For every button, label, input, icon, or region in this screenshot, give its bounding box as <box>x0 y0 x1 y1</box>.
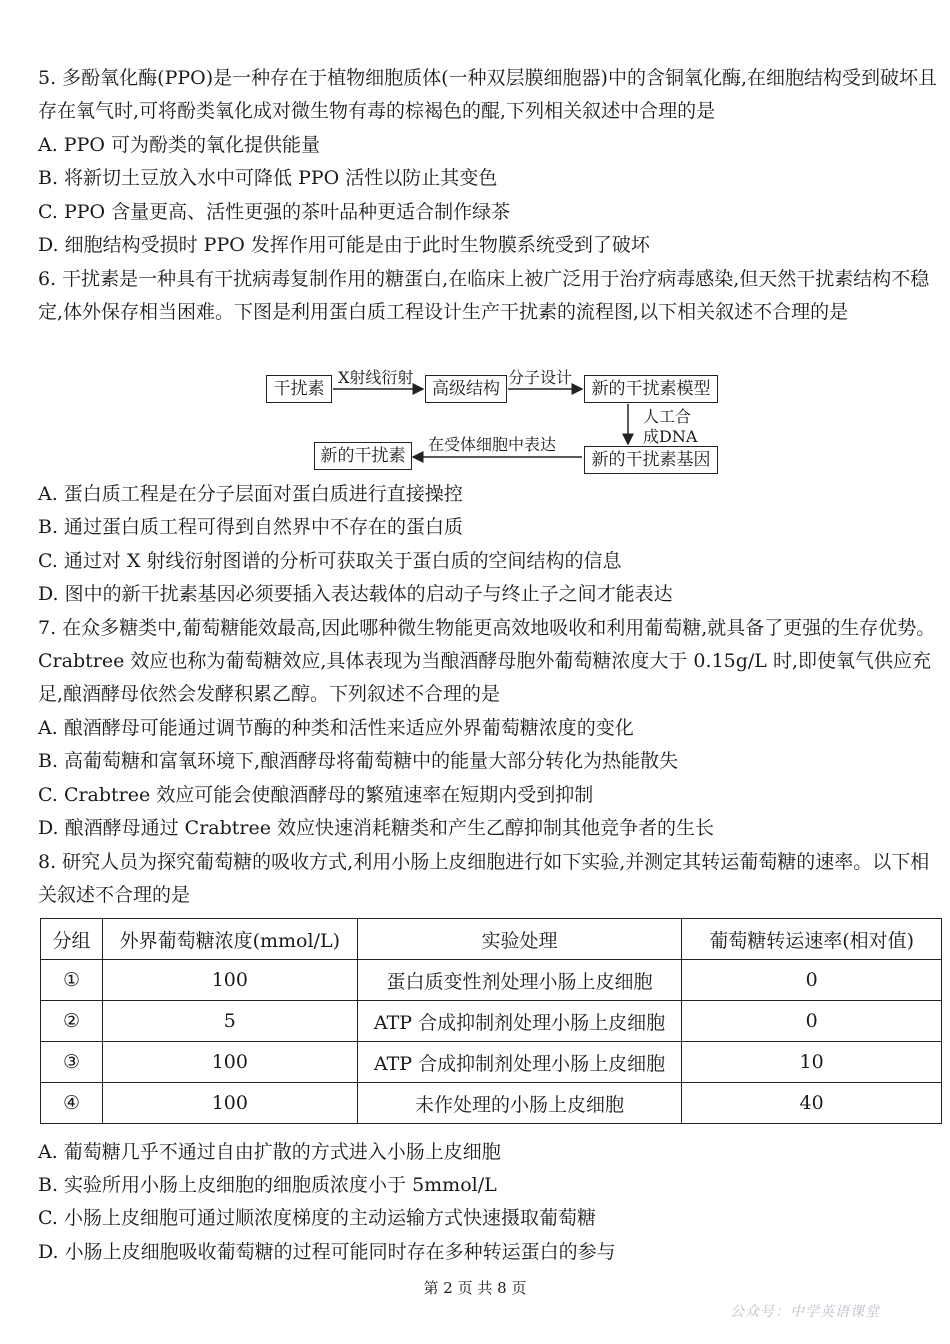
cell-concentration: 100 <box>102 960 357 1001</box>
flow-label-express: 在受体细胞中表达 <box>428 435 557 454</box>
q6-option-d: D. 图中的新干扰素基因必须要插入表达载体的启动子与终止子之间才能表达 <box>38 583 673 605</box>
q6-option-b: B. 通过蛋白质工程可得到自然界中不存在的蛋白质 <box>38 516 464 538</box>
flow-label-xray: X射线衍射 <box>338 368 414 387</box>
q5-option-b: B. 将新切土豆放入水中可降低 PPO 活性以防止其变色 <box>38 167 498 189</box>
cell-rate: 40 <box>682 1083 942 1124</box>
page-footer: 第 2 页 共 8 页 <box>423 1279 527 1297</box>
q7-option-b: B. 高葡萄糖和富氧环境下,酿酒酵母将葡萄糖中的能量大部分转化为热能散失 <box>38 750 679 772</box>
q5-option-a: A. PPO 可为酚类的氧化提供能量 <box>38 134 320 156</box>
table-row <box>41 1083 942 1124</box>
table-row <box>41 960 942 1001</box>
watermark: 公众号：中学英语课堂 <box>730 1304 880 1320</box>
cell-group: ① <box>41 960 103 1001</box>
q8-option-b: B. 实验所用小肠上皮细胞的细胞质浓度小于 5mmol/L <box>38 1174 497 1196</box>
flow-box-gene: 新的干扰素基因 <box>584 446 718 474</box>
flow-box-new-interferon: 新的干扰素 <box>314 442 412 470</box>
header-rate: 葡萄糖转运速率(相对值) <box>682 919 942 960</box>
cell-rate: 10 <box>682 1042 942 1083</box>
cell-rate: 0 <box>682 1001 942 1042</box>
q5-option-c: C. PPO 含量更高、活性更强的茶叶品种更适合制作绿茶 <box>38 201 511 223</box>
q8-option-a: A. 葡萄糖几乎不通过自由扩散的方式进入小肠上皮细胞 <box>38 1141 501 1163</box>
table-row <box>41 1001 942 1042</box>
header-concentration: 外界葡萄糖浓度(mmol/L) <box>102 919 357 960</box>
flow-label-synth-1: 人工合 <box>643 407 692 426</box>
header-group: 分组 <box>41 919 103 960</box>
q6-option-a: A. 蛋白质工程是在分子层面对蛋白质进行直接操控 <box>38 483 463 505</box>
cell-concentration: 100 <box>102 1083 357 1124</box>
flow-box-structure: 高级结构 <box>425 375 507 403</box>
cell-rate: 0 <box>682 960 942 1001</box>
table-header-row <box>41 919 942 960</box>
q7-option-d: D. 酿酒酵母通过 Crabtree 效应快速消耗糖类和产生乙醇抑制其他竞争者的生长 <box>38 817 715 839</box>
q8-option-d: D. 小肠上皮细胞吸收葡萄糖的过程可能同时存在多种转运蛋白的参与 <box>38 1241 616 1263</box>
q5-option-d: D. 细胞结构受损时 PPO 发挥作用可能是由于此时生物膜系统受到了破坏 <box>38 234 650 256</box>
q6-option-c: C. 通过对 X 射线衍射图谱的分析可获取关于蛋白质的空间结构的信息 <box>38 550 622 572</box>
q5-stem: 5. 多酚氧化酶(PPO)是一种存在于植物细胞质体(一种双层膜细胞器)中的含铜氧化酶,在细胞结构受到破坏且存在氧气时,可将酚类氧化成对微生物有毒的棕褐色的醌,下列相关叙述中合理的是 <box>38 67 938 122</box>
flow-box-interferon: 干扰素 <box>266 375 332 403</box>
header-treatment: 实验处理 <box>357 919 682 960</box>
cell-concentration: 5 <box>102 1001 357 1042</box>
q8-option-c: C. 小肠上皮细胞可通过顺浓度梯度的主动运输方式快速摄取葡萄糖 <box>38 1207 596 1229</box>
cell-treatment: 蛋白质变性剂处理小肠上皮细胞 <box>357 960 682 1001</box>
flow-label-design: 分子设计 <box>508 368 573 387</box>
q7-option-c: C. Crabtree 效应可能会使酿酒酵母的繁殖速率在短期内受到抑制 <box>38 784 594 806</box>
flow-box-model: 新的干扰素模型 <box>584 375 718 403</box>
cell-treatment: ATP 合成抑制剂处理小肠上皮细胞 <box>357 1001 682 1042</box>
cell-treatment: ATP 合成抑制剂处理小肠上皮细胞 <box>357 1042 682 1083</box>
q7-stem: 7. 在众多糖类中,葡萄糖能效最高,因此哪种微生物能更高效地吸收和利用葡萄糖,就具备了更强的生存优势。Crabtree 效应也称为葡萄糖效应,具体表现为当酿酒酵母胞外葡萄糖浓度大于 0.15g/L 时,即使氧气供应充足,酿酒酵母依然会发酵积累乙醇。下列叙述不合理的是 <box>38 617 936 705</box>
cell-group: ② <box>41 1001 103 1042</box>
q8-stem: 8. 研究人员为探究葡萄糖的吸收方式,利用小肠上皮细胞进行如下实验,并测定其转运葡萄糖的速率。以下相关叙述不合理的是 <box>38 851 930 906</box>
cell-group: ③ <box>41 1042 103 1083</box>
q7-option-a: A. 酿酒酵母可能通过调节酶的种类和活性来适应外界葡萄糖浓度的变化 <box>38 717 634 739</box>
q6-stem: 6. 干扰素是一种具有干扰病毒复制作用的糖蛋白,在临床上被广泛用于治疗病毒感染,但天然干扰素结构不稳定,体外保存相当困难。下图是利用蛋白质工程设计生产干扰素的流程图,以下相关叙述不合理的是 <box>38 268 930 323</box>
cell-treatment: 未作处理的小肠上皮细胞 <box>357 1083 682 1124</box>
cell-concentration: 100 <box>102 1042 357 1083</box>
q8-data-table <box>40 918 942 1124</box>
flow-label-synth-2: 成DNA <box>643 427 698 446</box>
table-row <box>41 1042 942 1083</box>
cell-group: ④ <box>41 1083 103 1124</box>
